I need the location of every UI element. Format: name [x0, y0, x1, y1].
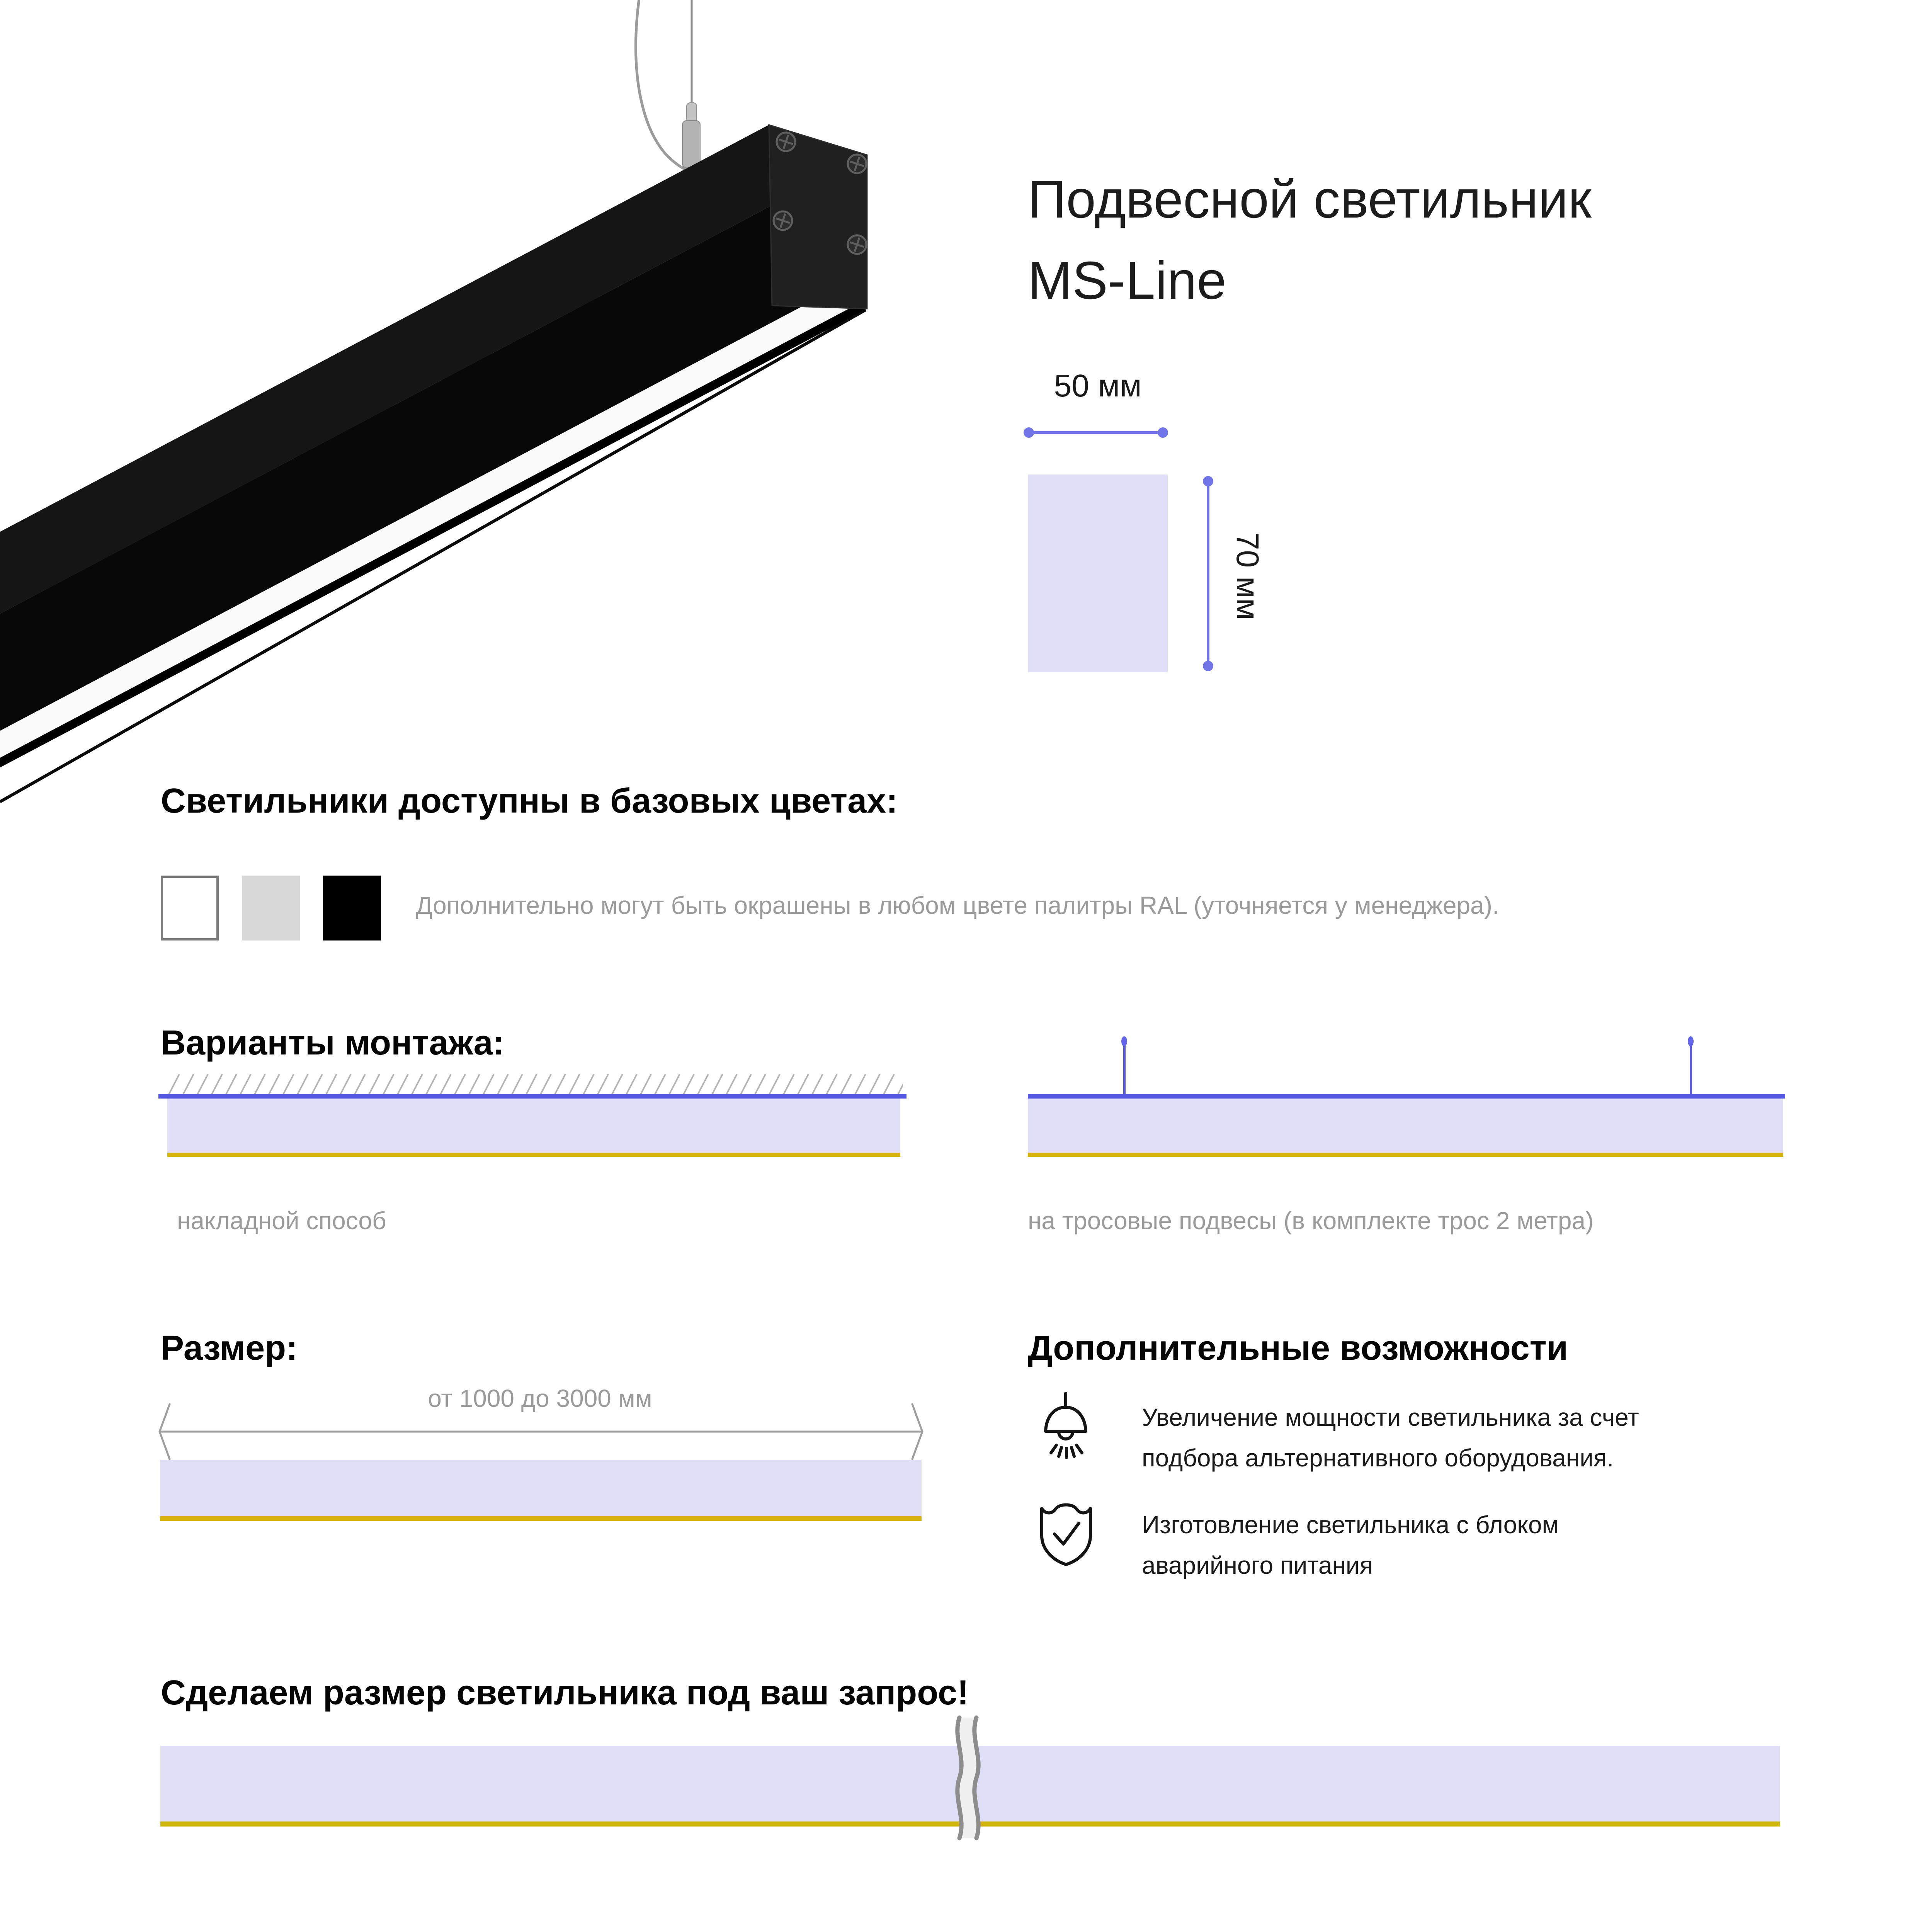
double-arrow-icon [156, 1399, 925, 1464]
height-measure-line [1207, 480, 1209, 667]
surface-mount-caption: накладной способ [177, 1207, 386, 1235]
width-dimension-label: 50 мм [1054, 368, 1142, 403]
screw-icon [777, 133, 795, 151]
suspension-anchor-dot [1688, 1036, 1694, 1046]
surface-mount-lamp-body [167, 1099, 900, 1153]
extras-item-text: Увеличение мощности светильника за счет подбора альтернативного оборудования. [1142, 1403, 1639, 1472]
colors-heading: Светильники доступны в базовых цветах: [161, 782, 898, 820]
surface-mount-light-line [167, 1153, 900, 1157]
suspension-mount-caption: на тросовые подвесы (в комплекте трос 2 метра) [1028, 1207, 1594, 1235]
page-title-line2: MS-Line [1028, 250, 1226, 310]
cable-gripper-body [682, 121, 700, 168]
pendant-lamp-icon [1035, 1390, 1097, 1468]
size-range-label: от 1000 до 3000 мм [428, 1384, 652, 1412]
measure-dot [1203, 661, 1213, 671]
measure-dot [1024, 427, 1034, 438]
ceiling-hatch [167, 1074, 903, 1095]
profile-cross-section [1028, 474, 1168, 672]
size-heading: Размер: [161, 1329, 298, 1367]
width-measure-line [1028, 431, 1168, 434]
suspension-wire-left [1123, 1040, 1126, 1095]
pendant-light-photo [0, 0, 927, 850]
height-dimension-label: 70 мм [1230, 532, 1265, 620]
page-title-line1: Подвесной светильник [1028, 170, 1592, 229]
suspension-mount-lamp-body [1028, 1099, 1783, 1153]
suspension-anchor-dot [1121, 1036, 1127, 1046]
extras-heading: Дополнительные возможности [1028, 1329, 1568, 1367]
extras-item-text: Изготовление светильника с блоком аварийного питания [1142, 1511, 1559, 1579]
surface-mount-ceiling-line [158, 1094, 906, 1099]
color-swatch-white [161, 876, 219, 940]
screw-icon [848, 155, 866, 173]
color-swatch-black [323, 876, 381, 940]
shield-check-icon [1037, 1498, 1095, 1573]
measure-dot [1158, 427, 1168, 438]
screw-icon [848, 235, 866, 254]
mounting-heading: Варианты монтажа: [161, 1024, 505, 1062]
cable-gripper-nub [687, 103, 697, 122]
screw-icon [774, 211, 792, 230]
ral-note: Дополнительно могут быть окрашены в любом цвете палитры RAL (уточняется у менеджера). [416, 891, 1499, 919]
size-lamp-body [160, 1460, 922, 1516]
page-title [1028, 159, 1592, 321]
suspension-mount-top-line [1028, 1094, 1785, 1099]
custom-size-heading: Сделаем размер светильника под ваш запрос! [161, 1673, 969, 1712]
size-light-line [160, 1516, 922, 1521]
suspension-mount-light-line [1028, 1153, 1783, 1157]
suspension-wire-right [1690, 1040, 1692, 1095]
measure-dot [1203, 476, 1213, 486]
color-swatch-gray [242, 876, 300, 940]
break-squiggle-icon [935, 1714, 1001, 1845]
